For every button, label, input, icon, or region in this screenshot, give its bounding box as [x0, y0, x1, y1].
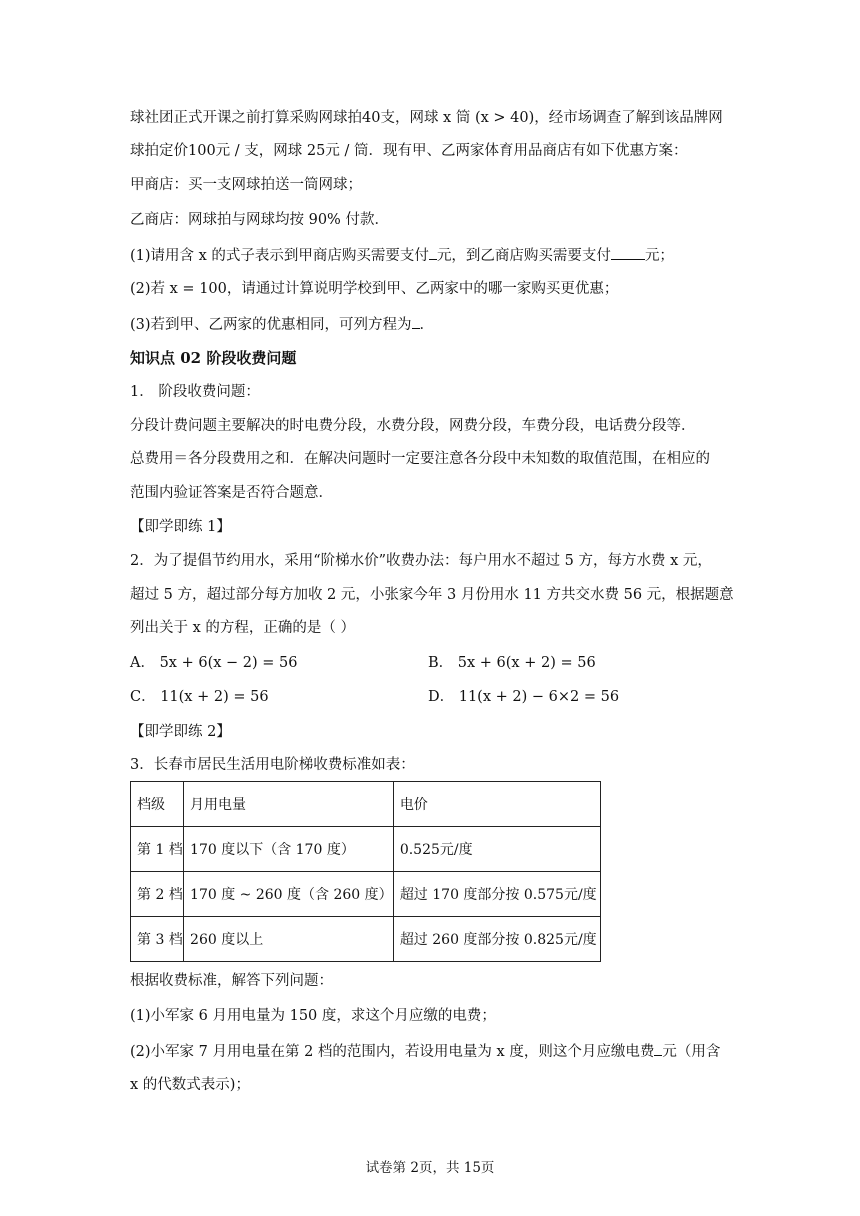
- practice-2-question-2-cont: x 的代数式表示)；: [130, 1077, 250, 1093]
- problem-line-3: 甲商店：买一支网球拍送一筒网球；: [130, 177, 362, 193]
- option-a[interactable]: A． 5x + 6(x − 2) = 56: [130, 655, 298, 671]
- practice-2-question-2-part-b: 元（用含: [662, 1044, 721, 1060]
- question-1-part-c: 元；: [644, 248, 674, 264]
- table-cell: 超过 170 度部分按 0.575元/度: [393, 872, 600, 917]
- table-cell: 170 度以下（含 170 度）: [184, 827, 394, 872]
- option-c[interactable]: C． 11(x + 2) = 56: [130, 689, 269, 705]
- problem-line-1: 球社团正式开课之前打算采购网球拍40支，网球 x 筒 (x > 40)，经市场调查了解到该品牌网: [130, 110, 723, 126]
- table-row: [131, 917, 601, 962]
- problem-line-4: 乙商店：网球拍与网球均按 90% 付款．: [130, 212, 389, 228]
- table-cell: 170 度 ~ 260 度（含 260 度）: [184, 872, 394, 917]
- table-cell: 第 1 档: [131, 827, 184, 872]
- table-header-cell: 月用电量: [184, 782, 394, 827]
- practice-2-after: 根据收费标准，解答下列问题：: [130, 973, 333, 989]
- answer-blank[interactable]: [611, 245, 645, 260]
- table-header-cell: 电价: [393, 782, 600, 827]
- table-header-row: [131, 782, 601, 827]
- problem-line-2: 球拍定价100元 / 支，网球 25元 / 筒．现有甲、乙两家体育用品商店有如下优惠方案：: [130, 143, 688, 159]
- table-cell: 0.525元/度: [393, 827, 600, 872]
- practice-1-line-3: 列出关于 x 的方程，正确的是（ ）: [130, 620, 356, 636]
- question-3: [130, 314, 434, 335]
- section-paragraph-2: 总费用＝各分段费用之和．在解决问题时一定要注意各分段中未知数的取值范围，在相应的: [130, 451, 710, 467]
- option-d[interactable]: D． 11(x + 2) − 6×2 = 56: [428, 689, 620, 705]
- page-footer: 试卷第 2页，共 15页: [365, 1160, 495, 1176]
- electricity-fee-table: [130, 781, 601, 962]
- table-row: [131, 827, 601, 872]
- answer-blank[interactable]: [429, 245, 437, 260]
- practice-2-line-1: 3．长春市居民生活用电阶梯收费标准如表：: [130, 757, 415, 773]
- practice-2-question-2: [130, 1041, 720, 1062]
- table-header-cell: 档级: [131, 782, 184, 827]
- table-row: [131, 872, 601, 917]
- table-cell: 第 3 档: [131, 917, 184, 962]
- practice-1-label: 【即学即练 1】: [130, 519, 231, 535]
- table-cell: 第 2 档: [131, 872, 184, 917]
- option-b[interactable]: B． 5x + 6(x + 2) = 56: [428, 655, 596, 671]
- practice-1-line-1: 2．为了提倡节约用水，采用“阶梯水价”收费办法：每户用水不超过 5 方，每方水费 x 元，: [130, 553, 712, 569]
- section-item-1: 1． 阶段收费问题：: [130, 384, 260, 400]
- question-3-part-b: ．: [419, 317, 435, 333]
- question-1-part-b: 元，到乙商店购买需要支付: [436, 248, 611, 264]
- practice-1-line-2: 超过 5 方，超过部分每方加收 2 元，小张家今年 3 月份用水 11 方共交水费 56 元，根据题意: [130, 587, 734, 603]
- table-cell: 260 度以上: [184, 917, 394, 962]
- question-2: (2)若 x = 100，请通过计算说明学校到甲、乙两家中的哪一家购买更优惠；: [130, 281, 619, 297]
- question-3-part-a: (3)若到甲、乙两家的优惠相同，可列方程为: [130, 317, 412, 333]
- question-1-part-a: (1)请用含 x 的式子表示到甲商店购买需要支付: [130, 248, 429, 264]
- section-title: 知识点 02 阶段收费问题: [130, 349, 297, 367]
- practice-2-question-1: (1)小军家 6 月用电量为 150 度，求这个月应缴的电费；: [130, 1008, 496, 1024]
- practice-2-question-2-part-a: (2)小军家 7 月用电量在第 2 档的范围内，若设用电量为 x 度，则这个月应缴电费: [130, 1044, 655, 1060]
- section-paragraph-3: 范围内验证答案是否符合题意．: [130, 485, 333, 501]
- practice-2-label: 【即学即练 2】: [130, 724, 231, 740]
- section-paragraph-1: 分段计费问题主要解决的时电费分段，水费分段，网费分段，车费分段，电话费分段等．: [130, 418, 696, 434]
- question-1: [130, 245, 674, 266]
- answer-blank[interactable]: [412, 314, 420, 329]
- table-cell: 超过 260 度部分按 0.825元/度: [393, 917, 600, 962]
